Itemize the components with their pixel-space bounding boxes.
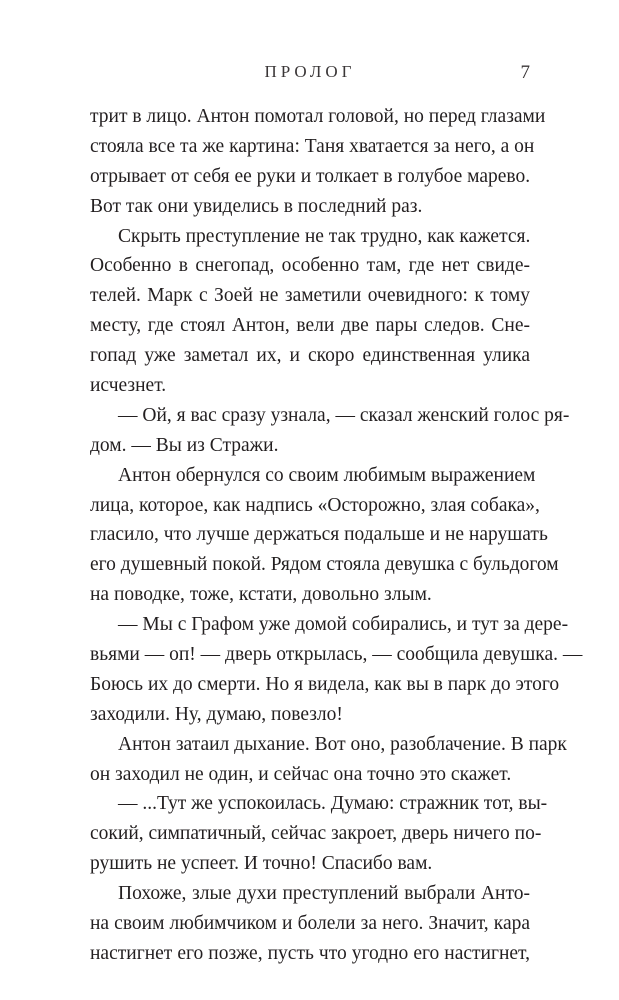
page-number: 7 (520, 62, 530, 83)
text-line: сокий, симпатичный, сейчас закроет, дверь ничего по- (90, 823, 542, 845)
paragraph (90, 461, 559, 610)
paragraph (90, 102, 546, 222)
text-line: его душевный покой. Рядом стояла девушка с бульдогом (90, 554, 559, 576)
text-line: Похоже, злые духи преступлений выбрали Анто- (118, 883, 530, 905)
body-text (90, 102, 583, 969)
text-line: гласило, что лучше держаться подальше и не нарушать (90, 524, 548, 546)
text-line: Боюсь их до смерти. Но я видела, как вы в парк до этого (90, 673, 560, 695)
text-line: стояла все та же картина: Таня хватается за него, а он (90, 135, 535, 157)
text-line: лица, которое, как надпись «Осторожно, злая собака», (90, 494, 540, 516)
text-line: Вот так они увиделись в последний раз. (90, 195, 423, 217)
text-line: — Ой, я вас сразу узнала, — сказал женский голос ря- (118, 404, 570, 426)
text-line: он заходил не один, и сейчас она точно это скажет. (90, 763, 512, 785)
text-line: Антон обернулся со своим любимым выражением (118, 464, 536, 486)
text-line: исчезнет. (90, 375, 167, 397)
text-line: — ...Тут же успокоилась. Думаю: стражник тот, вы- (118, 793, 548, 815)
text-line: настигнет его позже, пусть что угодно его настигнет, (90, 942, 530, 964)
paragraph (90, 789, 548, 879)
text-line: вьями — оп! — дверь открылась, — сообщила девушка. — (90, 644, 583, 666)
text-line: Антон затаил дыхание. Вот оно, разоблачение. В парк (118, 733, 567, 755)
text-line: отрывает от себя ее руки и толкает в голубое марево. (90, 165, 531, 187)
text-line: на поводке, тоже, кстати, довольно злым. (90, 584, 432, 606)
text-line: телей. Марк с Зоей не заметили очевидного: к тому (90, 285, 530, 307)
text-line: гопад уже заметал их, и скоро единственная улика (90, 345, 530, 367)
text-line: месту, где стоял Антон, вели две пары следов. Сне- (90, 315, 530, 337)
paragraph (90, 401, 570, 461)
text-line: — Мы с Графом уже домой собирались, и тут за дере- (118, 614, 569, 636)
text-line: заходили. Ну, думаю, повезло! (90, 703, 343, 725)
running-head (90, 62, 530, 92)
running-title: ПРОЛОГ (264, 62, 356, 81)
text-line: Особенно в снегопад, особенно там, где нет свиде- (90, 255, 530, 277)
text-line: на своим любимчиком и болели за него. Значит, кара (90, 913, 530, 935)
text-line: трит в лицо. Антон помотал головой, но перед глазами (90, 106, 546, 127)
text-line: дом. — Вы из Стражи. (90, 434, 279, 456)
paragraph (90, 730, 567, 790)
paragraph (90, 610, 583, 730)
paragraph (90, 222, 530, 401)
paragraph (90, 879, 530, 969)
text-line: рушить не успеет. И точно! Спасибо вам. (90, 853, 433, 875)
text-line: Скрыть преступление не так трудно, как кажется. (118, 225, 531, 247)
